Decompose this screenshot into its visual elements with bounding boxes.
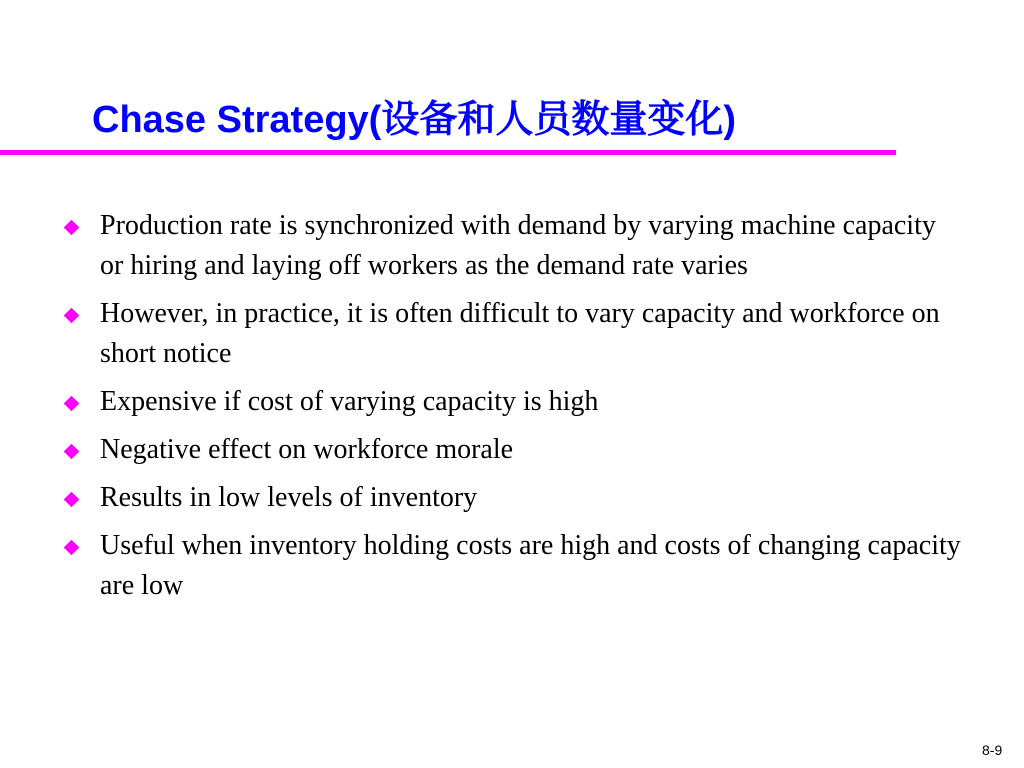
bullet-item: [62, 294, 962, 374]
bullet-item: [62, 526, 962, 606]
bullet-item: [62, 478, 962, 518]
diamond-bullet-icon: [64, 220, 80, 236]
bullet-item: [62, 430, 962, 470]
bullet-text: However, in practice, it is often difficult to vary capacity and workforce on short notice: [100, 298, 940, 369]
bullet-text: Negative effect on workforce morale: [100, 434, 514, 465]
title-underline: [0, 150, 896, 155]
diamond-bullet-icon: [64, 540, 80, 556]
page-number: 8-9: [982, 742, 1003, 758]
slide-title: Chase Strategy(设备和人员数量变化): [92, 99, 736, 141]
bullet-text: Expensive if cost of varying capacity is high: [100, 386, 599, 417]
bullet-text: Production rate is synchronized with demand by varying machine capacity or hiring and laying off workers as the demand rate varies: [100, 210, 936, 281]
diamond-bullet-icon: [64, 492, 80, 508]
bullet-item: [62, 206, 962, 286]
diamond-bullet-icon: [64, 444, 80, 460]
bullet-item: [62, 382, 962, 422]
bullet-text: Useful when inventory holding costs are high and costs of changing capacity are low: [100, 530, 961, 601]
bullet-text: Results in low levels of inventory: [100, 482, 478, 513]
diamond-bullet-icon: [64, 308, 80, 324]
bullet-list: [62, 206, 962, 614]
diamond-bullet-icon: [64, 396, 80, 412]
